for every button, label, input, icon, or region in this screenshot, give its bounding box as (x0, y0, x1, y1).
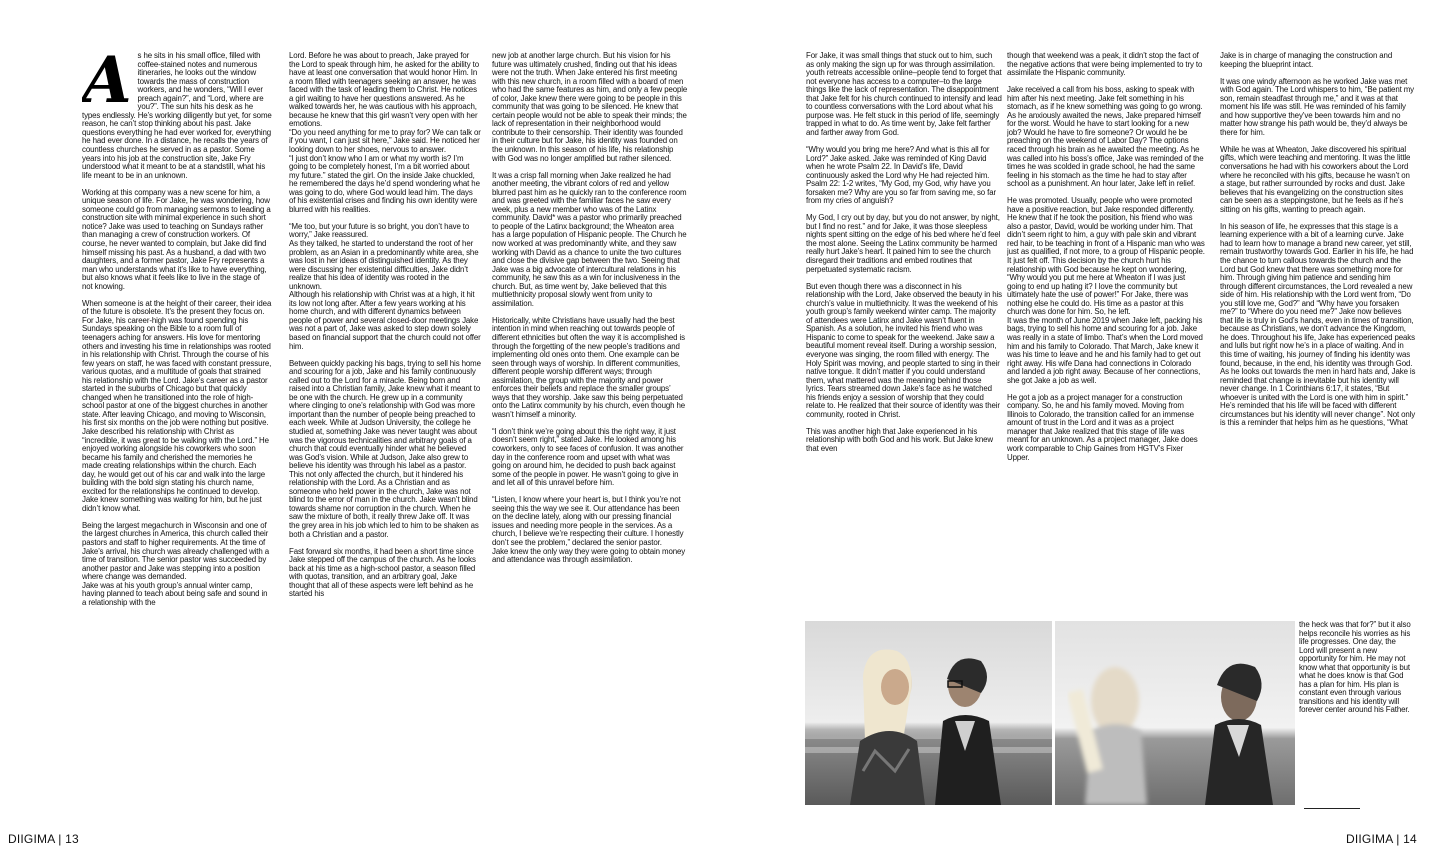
paragraph: “Why would you bring me here? And what is this all for Lord?” Jake asked. Jake was reminded of King David when he wrote Psalm 22. In David’s life, David continuously asked the Lord why He had rejected him. Psalm 22: 1-2 writes, “My God, my God, why have you forsaken me? Why are you so far from saving me, so far from my cries of anguish? (806, 144, 996, 206)
paragraph: the heck was that for?” but it also helps reconcile his worries as his life progresses. One day, the Lord will present a new opportunity for him. He may not know what that opportunity is but what he does know is that God has a plan for him. His plan is constant even through various transitions and his identity will forever center around his Father. (1299, 621, 1411, 715)
paragraph-text: s he sits in his small office, filled with coffee-stained notes and numerous itineraries, he looks out the window towards the mass of construction workers, and he wonders, “Will I ever preach again?”, and “Lord, where are you?”. The sun hits his desk as he types endlessly. He’s working diligently but yet, for some reason, he can’t stop thinking about his past. Jake questions everything he had ever worked for, everything he had ever done. In a distance, he recalls the years of countless churches he served in as a pastor. Some years into his job at the construction site, Jake Fry understood what it meant to be at a standstill, what his life meant to be in an unknown. (82, 52, 272, 180)
paragraph: Lord. Before he was about to preach, Jake prayed for the Lord to speak through him, he asked for the ability to have at least one conversation that would honor Him. In a room filled with teenagers seeking an answer, he was faced with the task of leading them to Christ. He notices a girl waiting to have her questions answered. As he walked towards her, he was cautious with his approach, because he knew that this girl wasn’t very open with her emotions. “Do you need anything for me to pray for? We can talk or if you want, I can just sit here,” Jake said. He noticed her looking down to her shoes, nervous to answer. “I just don’t know who I am or what my worth is? I’m going to be completely honest, I’m a bit worried about my future.” stated the girl. On the inside Jake chuckled, he remembered the days he’d spend wondering what he was going to do, where God would lead him. The days of his existential crises and finding his own identity were blurred with his realities. (289, 52, 481, 214)
paragraph: He got a job as a project manager for a construction company. So, he and his family moved. Moving from Illinois to Colorado, the transition called for an immense amount of trust in the Lord and it was as a project manager that Jake realized that this stage of life was meant for an unknown. As a project manager, Jake does work comparable to Chip Gaines from HGTV’s Fixer Upper. (1007, 392, 1198, 462)
paragraph: Between quickly packing his bags, trying to sell his home and scouring for a job, Jake and his family continuously called out to the Lord for a miracle. Being born and raised into a Christian family, Jake knew what it meant to be one with the church. He grew up in a community where clinging to one’s relationship with God was more important than the number of people being preached to each week. While at Judson University, the college he studied at, something Jake was never taught was about was the vigorous technicalities and arbitrary goals of a church that could eventually hinder what he believed was God’s vision. While at Judson, Jake also grew to believe his identity was through his label as a pastor. This not only affected the church, but it hindered his relationship with the Lord. As a Christian and as someone who held power in the church, Jake was not blind to the error of man in the church. Jake wasn’t blind towards shame nor corruption in the church. When he saw the mixture of both, it really threw Jake off. It was the grey area in his job which led to him to be shaken as both a Christian and a pastor. (289, 358, 481, 539)
paragraph: It was a crisp fall morning when Jake realized he had another meeting, the vibrant colors of red and yellow blurred past him as he quickly ran to the conference room and was greeted with the familiar faces he saw every week, plus a new member who was of the Latinx community. David* was a pastor who primarily preached to people of the Latinx background; the Wheaton area has a large population of Hispanic people. The Church he now worked at was predominantly white, and they saw working with David as a chance to unite the two cultures and close the divisive gap between the two. Seeing that Jake was a big advocate of intercultural relations in his community, he saw this as a win for inclusiveness in the church. But, as time went by, Jake believed that this multiethnicity proposal slowly went from unity to assimilation. (492, 170, 687, 308)
paragraph: In his season of life, he expresses that this stage is a learning experience with a bit of a learning curve. Jake had to learn how to manage a brand new career, yet still, remain trustworthy towards God. Earlier in his life, he had the chance to turn callous towards the church and the Lord but God knew that there was something more for him. Through giving him patience and sending him through different circumstances, the Lord revealed a new side of him. His relationship with the Lord went from, “Do you still love me, God?” and “Why have you forsaken me?” to “Where do you need me?” Jake now believes that life is truly in God’s hands, even in times of transition, because as Christians, we don’t advance the Kingdom, he does. Throughout his life, Jake has experienced peaks and lulls but right now he’s in a place of waiting. And in this time of waiting, his journey of finding his identity was found, because, in the end, his identity was through God. As he looks out towards the men in hard hats and, Jake is reminded that change is inevitable but his identity will never change. In 1 Corinthians 6:17, it states, “But whoever is united with the Lord is one with him in spirit.” He’s reminded that his life will be faced with different circumstances but his identity will never change”. Not only is this a reminder that helps him as he questions, “What (1220, 221, 1416, 428)
article-column-6-wrap (1299, 621, 1413, 801)
couple-beach-photo (805, 621, 1052, 805)
paragraph: When someone is at the height of their career, their idea of the future is obsolete. It’s the present they focus on. For Jake, his career-high was found spending his Sundays speaking on the Bible to a room full of teenagers aching for answers. His love for mentoring others and investing his time in relationships was rooted in his relationship with Christ. Through the course of his few years on staff, he was faced with constant pressure, various quotas, and a multitude of goals that strained his relationship with the Lord. Jake’s career as a pastor started in the suburbs of Chicago but that quickly changed when he transitioned into the role of high-school pastor at one of the biggest churches in another state. After leaving Chicago, and moving to Wisconsin, his first six months on the job were nothing but positive. Jake described his relationship with Christ as “incredible, it was great to be walking with the Lord.” He enjoyed working alongside his coworkers who soon became his family and cherished the memories he made creating relationships within the church. Each day, he would get out of his car and walk into the large building with the bold sign stating his church name, excited for the relationships he continued to develop. Jake knew something was waiting for him, but he just didn’t know what. (82, 298, 272, 513)
paragraph: He was promoted. Usually, people who were promoted have a positive reaction, but Jake responded differently. He knew that if he took the position, his friend who was also a pastor, David, would be working under him. That didn’t seem right to him, a guy with pale skin and vibrant red hair, to be teaching in front of a Hispanic man who was just as qualified, if not more, to a group of Hispanic people. It just felt off. This decision by the church hurt his relationship with God because he kept on wondering, “Why would you put me here at Wheaton if I was just going to end up hating it? I love the community but ultimately hate the use of power!” For Jake, there was nothing else he could do. His time as a pastor at this church was done for him. So, he left. It was the month of June 2019 when Jake left, packing his bags, trying to sell his home and scouring for a job. Jake was really in a state of limbo. That’s when the Lord moved him and his family to Colorado. That March, Jake knew it was his time to leave and he and his family had to get out right away. His wife Dana had connections in Colorado and landed a job right away. Because of her connections, she got Jake a job as well. (1007, 196, 1205, 385)
couple-illustration (1055, 621, 1295, 805)
paragraph: Historically, white Christians have usually had the best intention in mind when reaching out towards people of different ethnicities but often the way it is accomplished is through the forgetting of the new people’s traditions and implementing old ones onto them. One example can be seen through ways of worship. In different communities, different people worship different ways; through assimilation, the group with the majority and power enforces their beliefs and replace the smaller groups’ ways that they worship. Jake saw this being perpetuated onto the Latinx community by his church, even though he wasn’t himself a minority. (492, 315, 685, 419)
paragraph: Fast forward six months, it had been a short time since Jake stepped off the campus of the church. As he looks back at his time as a high-school pastor, a season filled with quotas, transition, and an arbitrary goal, Jake thought that all of these aspects were left behind as he started his (289, 546, 476, 599)
paragraph: though that weekend was a peak, it didn’t stop the fact of the negative actions that were being implemented to try to assimilate the Hispanic community. (1007, 52, 1203, 78)
article-column-4 (806, 52, 1002, 622)
article-column-5 (1007, 52, 1205, 622)
paragraph: Jake received a call from his boss, asking to speak with him after his next meeting. Jake felt something in his stomach, as if he knew something was going to go wrong. As he anxiously awaited the news, Jake prepared himself for the worst. Would he have to start looking for a new job? Would he have to fire someone? Or would he be preaching on the weekend of Labor Day? The options raced through his brain as he awaited the meeting. As he was called into his boss’s office, Jake was reminded of the times he was scolded in grade school, he had the same feeling in his stomach as the time he had to stay after school as a punishment. An hour later, Jake left in relief. (1007, 85, 1204, 189)
paragraph: Jake is in charge of managing the construction and keeping the blueprint intact. (1220, 52, 1393, 69)
paragraph: Being the largest megachurch in Wisconsin and one of the largest churches in America, this church called their pastors and staff to higher requirements. At the time of Jake’s arrival, his church was already challenged with a time of transition. The senior pastor was succeeded by another pastor and Jake was stepping into a position where change was demanded. Jake was at his youth group’s annual winter camp, having planned to teach about being safe and sound in a relationship with the (82, 520, 269, 607)
paragraph: “Me too, but your future is so bright, you don’t have to worry,” Jake reassured. As they talked, he started to understand the root of her problem, as an Asian in a predominantly white area, she was lost in her ideas of distinguished identity. As they were discussing her existential difficulties, Jake didn’t realize that his idea of identity was rooted in the unknown. Although his relationship with Christ was at a high, it hit its low not long after. After a few years working at his home church, and with different dynamics between people of power and several closed-door meetings Jake was not a part of, Jake was asked to step down solely based on financial support that the church could not offer him. (289, 221, 481, 351)
paragraph: For Jake, it was small things that stuck out to him, such as only making the sign up for was through assimilation. youth retreats accessible online–people tend to forget that not everyone has access to a computer–to the large things like the lack of representation. The disappointment that Jake felt for his church continued to intensify and lead to countless conversations with the Lord about what his purpose was. He felt stuck in this period of life, seemingly trapped in what to do. As time went by, Jake felt farther and farther away from God. (806, 52, 1002, 137)
end-rule (1304, 808, 1360, 809)
paragraph: Working at this company was a new scene for him, a unique season of life. For Jake, he was wondering, how someone could go from managing sermons to leading a construction site with minimal experience in such short notice? Jake was used to teaching on Sundays rather than managing a crew of construction workers. Of course, he never wanted to complain, but Jake did find himself missing his past. As a husband, a dad with two daughters, and a former pastor, Jake Fry represents a man who understands what it’s like to have everything, but also knows what it feels like to live in the stage of not knowing. (82, 187, 271, 291)
paragraph: new job at another large church. But his vision for his future was ultimately crushed, finding out that his ideas were not the truth. When Jake entered his first meeting with this new church, in a room filled with a board of men who had the same features as him, and only a few people of color, Jake knew there were going to be people in this community that was going to be silenced. He knew that certain people would not be able to speak their minds; the lack of representation in their neighborhood would contribute to their censorship. Their identity was founded in their culture but for Jake, his identity was founded on the unknown. In this season of his life, his relationship with God was no longer amplified but rather silenced. (492, 52, 688, 163)
paragraph: While he was at Wheaton, Jake discovered his spiritual gifts, which were teaching and mentoring. It was the little conversations he had with his coworkers about the Lord where he reconciled with his gifts, because he wasn’t on a stage, but rather surrounded by rocks and dust. Jake believes that his evangelizing on the construction sites can be seen as a steppingstone, but he feels as if he’s sitting on his gifts, wanting to preach again. (1220, 144, 1411, 214)
paragraph: “I don’t think we’re going about this the right way, it just doesn’t seem right,” stated Jake. He looked among his coworkers, only to see faces of confusion. It was another day in the conference room and upset with what was going on around him, he decided to push back against some of the people in power. He wasn’t going to give in and let all of this unravel before him. (492, 426, 684, 488)
paragraph: But even though there was a disconnect in his relationship with the Lord, Jake observed the beauty in his church’s value in multiethnicity. It was the weekend of his youth group’s family weekend winter camp. The majority of attendees were Latinx and Jake wasn’t fluent in Spanish. As a solution, he invited his friend who was Hispanic to come to speak for the weekend. Jake saw a beautiful moment reveal itself. During a worship session, everyone was singing, the room filled with energy. The Holy Spirit was moving, and people started to sing in their native tongue. It didn’t matter if you could understand them, what mattered was the meaning behind those lyrics. Tears streamed down Jake’s face as he watched his friends enjoy a session of worship that they could relate to. He realized that their source of identity was their community, rooted in Christ. (806, 281, 1002, 419)
first-paragraph (82, 52, 272, 180)
article-column-3 (492, 52, 688, 812)
paragraph: It was one windy afternoon as he worked Jake was met with God again. The Lord whispers to him, “Be patient my son, remain steadfast through me,” and it was at that moment his life was still. He was reminded of his family and how supportive they’ve been towards him and no matter how strange his path would be, they’d always be there for him. (1220, 76, 1415, 137)
couple-illustration (805, 621, 1052, 805)
right-page (720, 0, 1440, 846)
article-column-1 (82, 52, 272, 812)
article-column-2 (289, 52, 481, 812)
page-number-right: DIIGIMA | 14 (1346, 832, 1417, 846)
article-column-6 (1220, 52, 1416, 618)
page-number-left: DIIGIMA | 13 (8, 832, 79, 846)
paragraph: My God, I cry out by day, but you do not answer, by night, but I find no rest.” and for Jake, it was those sleepless nights spent sitting on the edge of his bed where he’d feel the most alone. Seeing the Latinx community be harmed really hurt Jake’s heart. It pained him to see the church disregard their traditions and embed routines that perpetuated systematic racism. (806, 213, 1001, 274)
drop-cap: A (82, 52, 132, 118)
couple-soft-focus-photo (1055, 621, 1295, 805)
paragraph: This was another high that Jake experienced in his relationship with both God and his work. But Jake knew that even (806, 426, 993, 453)
paragraph: “Listen, I know where your heart is, but I think you’re not seeing this the way we see it. Our attendance has been on the decline lately, along with our pressing financial issues and needing more people in the services. As a church, I believe we’re respecting their culture. I honestly don’t see the problem,” declared the senior pastor. Jake knew the only way they were going to obtain money and attendance was through assimilation. (492, 495, 686, 565)
